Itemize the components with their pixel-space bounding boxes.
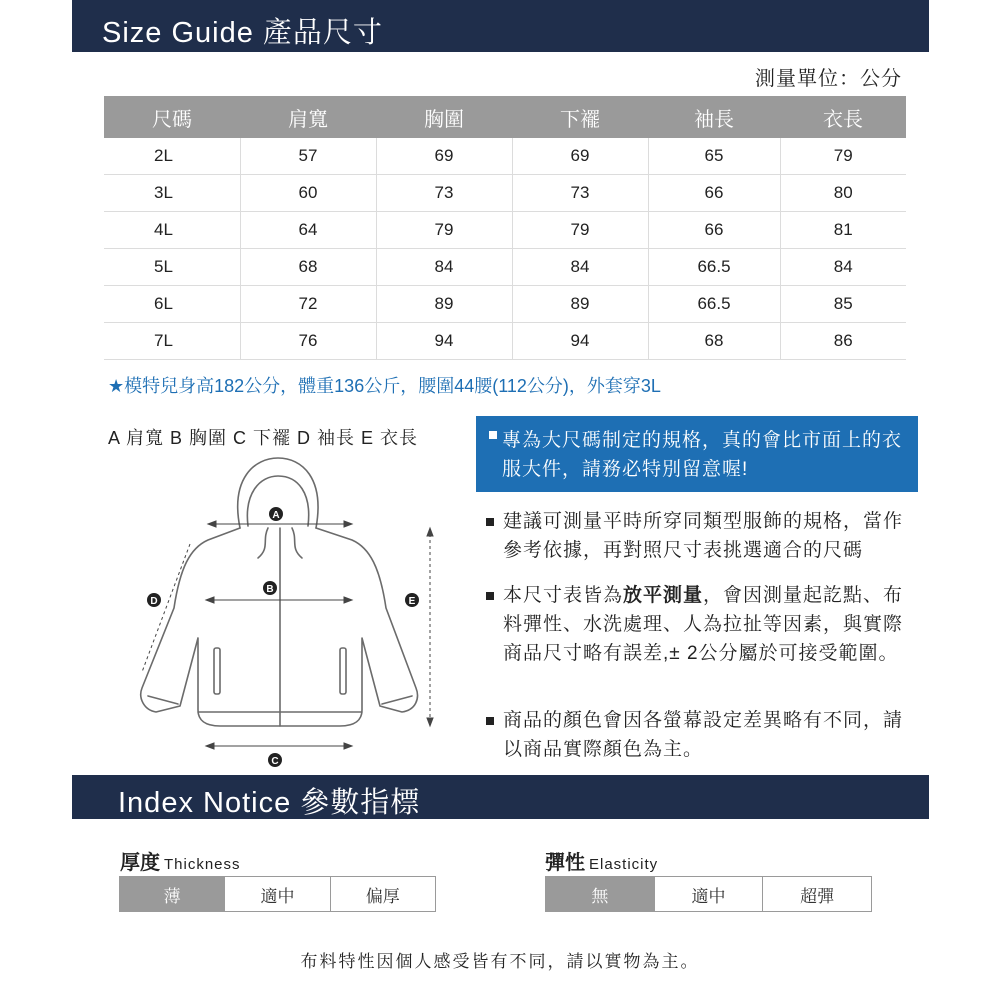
svg-text:C: C bbox=[271, 756, 279, 767]
bullet-square-icon bbox=[489, 431, 497, 439]
table-cell: 72 bbox=[240, 286, 376, 323]
table-cell: 76 bbox=[240, 323, 376, 360]
table-cell: 3L bbox=[104, 175, 240, 212]
table-cell: 68 bbox=[240, 249, 376, 286]
table-row bbox=[104, 138, 906, 175]
table-cell: 2L bbox=[104, 138, 240, 175]
table-cell: 69 bbox=[376, 138, 512, 175]
thickness-label-en: Thickness bbox=[164, 856, 241, 873]
table-cell: 66.5 bbox=[648, 286, 780, 323]
model-note: ★模特兒身高182公分，體重136公斤，腰圍44腰(112公分)，外套穿3L bbox=[108, 376, 661, 396]
note-text-post: ，會因測量起訖點、布料彈性、水洗處理、人為拉扯等因素，與實際商品尺寸略有誤差,± 2公分屬於可接受範圍。 bbox=[503, 585, 904, 664]
drawstring-left bbox=[258, 528, 268, 558]
column-header: 肩寬 bbox=[240, 96, 376, 138]
table-row bbox=[104, 212, 906, 249]
table-cell: 69 bbox=[512, 138, 648, 175]
highlight-notice bbox=[476, 416, 918, 492]
pocket-left bbox=[214, 648, 220, 694]
table-cell: 84 bbox=[376, 249, 512, 286]
table-cell: 73 bbox=[512, 175, 648, 212]
column-header: 尺碼 bbox=[104, 96, 240, 138]
bullet-square-icon bbox=[486, 518, 494, 526]
thickness-scale bbox=[119, 876, 436, 912]
table-cell: 7L bbox=[104, 323, 240, 360]
elasticity-scale bbox=[545, 876, 872, 912]
table-cell: 94 bbox=[376, 323, 512, 360]
highlight-text: 專為大尺碼制定的規格，真的會比市面上的衣服大件，請務必特別留意喔! bbox=[502, 430, 903, 480]
table-cell: 85 bbox=[780, 286, 906, 323]
table-cell: 4L bbox=[104, 212, 240, 249]
elasticity-option-medium: 適中 bbox=[654, 877, 763, 911]
table-cell: 80 bbox=[780, 175, 906, 212]
table-cell: 57 bbox=[240, 138, 376, 175]
table-cell: 89 bbox=[512, 286, 648, 323]
note-text-pre: 本尺寸表皆為 bbox=[503, 585, 624, 606]
bullet-square-icon bbox=[486, 717, 494, 725]
table-cell: 65 bbox=[648, 138, 780, 175]
index-notice-banner bbox=[72, 775, 929, 819]
table-cell: 94 bbox=[512, 323, 648, 360]
table-cell: 84 bbox=[512, 249, 648, 286]
note-text-emphasis: 放平測量 bbox=[623, 585, 704, 606]
thickness-label-zh: 厚度 bbox=[120, 852, 160, 874]
unit-note: 測量單位：公分 bbox=[755, 68, 902, 90]
hoodie-measurement-diagram bbox=[130, 448, 450, 778]
note-text bbox=[503, 581, 913, 668]
index-notice-title: Index Notice 參數指標 bbox=[118, 787, 421, 819]
svg-text:E: E bbox=[408, 596, 416, 607]
table-cell: 81 bbox=[780, 212, 906, 249]
elasticity-option-super: 超彈 bbox=[762, 877, 871, 911]
bullet-square-icon bbox=[486, 592, 494, 600]
table-cell: 84 bbox=[780, 249, 906, 286]
thickness-option-medium: 適中 bbox=[224, 877, 329, 911]
table-cell: 66 bbox=[648, 175, 780, 212]
table-cell: 64 bbox=[240, 212, 376, 249]
right-cuff bbox=[382, 696, 412, 704]
size-guide-title: Size Guide 產品尺寸 bbox=[102, 17, 383, 49]
table-cell: 68 bbox=[648, 323, 780, 360]
table-cell: 86 bbox=[780, 323, 906, 360]
svg-text:A: A bbox=[272, 510, 280, 521]
elasticity-option-none: 無 bbox=[546, 877, 654, 911]
svg-text:D: D bbox=[150, 596, 158, 607]
table-cell: 66.5 bbox=[648, 249, 780, 286]
size-table bbox=[104, 96, 906, 360]
note-text: 建議可測量平時所穿同類型服飾的規格，當作參考依據，再對照尺寸表挑選適合的尺碼 bbox=[503, 511, 904, 561]
elasticity-title bbox=[545, 846, 658, 875]
table-cell: 73 bbox=[376, 175, 512, 212]
thickness-option-thick: 偏厚 bbox=[330, 877, 435, 911]
table-cell: 79 bbox=[376, 212, 512, 249]
jacket-body-outline bbox=[141, 528, 418, 726]
table-row bbox=[104, 323, 906, 360]
column-header: 下襬 bbox=[512, 96, 648, 138]
column-header: 胸圍 bbox=[376, 96, 512, 138]
column-header: 袖長 bbox=[648, 96, 780, 138]
note-text: 商品的顏色會因各螢幕設定差異略有不同，請以商品實際顏色為主。 bbox=[503, 710, 904, 760]
left-cuff bbox=[148, 696, 178, 704]
table-cell: 5L bbox=[104, 249, 240, 286]
table-row bbox=[104, 175, 906, 212]
table-row bbox=[104, 249, 906, 286]
column-header: 衣長 bbox=[780, 96, 906, 138]
drawstring-right bbox=[292, 528, 302, 558]
svg-text:B: B bbox=[266, 584, 274, 595]
pocket-right bbox=[340, 648, 346, 694]
elasticity-label-en: Elasticity bbox=[589, 856, 659, 873]
table-cell: 89 bbox=[376, 286, 512, 323]
thickness-option-thin: 薄 bbox=[120, 877, 224, 911]
table-cell: 79 bbox=[780, 138, 906, 175]
size-guide-banner bbox=[72, 0, 929, 52]
elasticity-label-zh: 彈性 bbox=[545, 852, 585, 874]
table-cell: 60 bbox=[240, 175, 376, 212]
table-cell: 79 bbox=[512, 212, 648, 249]
measurement-legend: A 肩寬 B 胸圍 C 下襬 D 袖長 E 衣長 bbox=[108, 428, 419, 448]
table-row bbox=[104, 286, 906, 323]
footer-note: 布料特性因個人感受皆有不同，請以實物為主。 bbox=[300, 952, 700, 971]
table-cell: 66 bbox=[648, 212, 780, 249]
thickness-title bbox=[120, 846, 241, 875]
table-cell: 6L bbox=[104, 286, 240, 323]
size-table-header bbox=[104, 96, 906, 138]
